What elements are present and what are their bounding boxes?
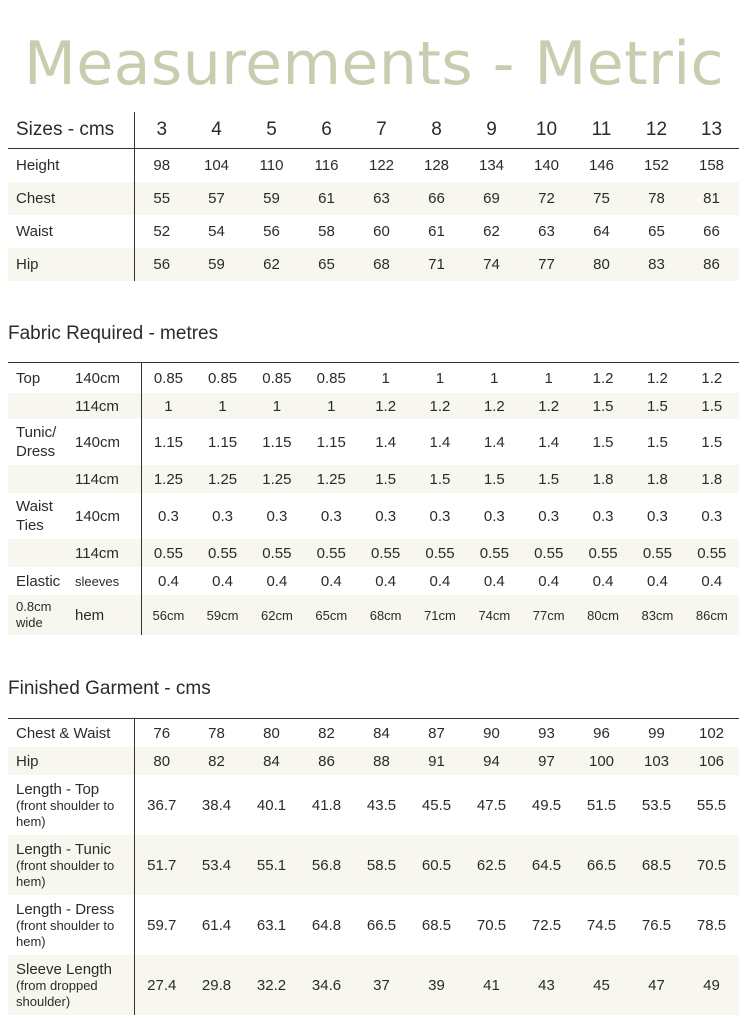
table-cell: 74 (483, 256, 500, 273)
table-cell: 55.1 (256, 856, 287, 874)
table-row (8, 747, 739, 775)
sizes-table (8, 112, 739, 281)
table-cell: 45.5 (421, 796, 452, 814)
size-header-cell: 7 (354, 112, 409, 149)
table-cell: 86cm (695, 607, 728, 623)
table-cell: 52 (153, 223, 171, 240)
table-cell: 1 (327, 397, 336, 415)
table-cell: 70.5 (476, 916, 507, 934)
table-cell: 43 (538, 976, 555, 994)
table-cell: 58 (318, 223, 335, 240)
size-header-cell: 8 (409, 112, 464, 149)
table-cell: 83 (648, 256, 665, 273)
table-cell: 82 (208, 752, 225, 770)
row-label: Chest & Waist (16, 724, 111, 742)
table-cell: 1.2 (592, 369, 614, 387)
table-cell: 61.4 (201, 916, 232, 934)
size-header-cell: 11 (574, 112, 629, 149)
table-cell: 1.5 (592, 397, 614, 415)
row-label: Hip (16, 752, 39, 770)
table-cell: 1.5 (375, 470, 397, 488)
table-cell: 1.5 (429, 470, 451, 488)
table-cell: 68.5 (641, 856, 672, 874)
table-cell: 64 (593, 223, 610, 240)
table-cell: 0.3 (320, 507, 342, 525)
table-cell: 80cm (587, 607, 619, 623)
table-cell: 1.25 (316, 470, 346, 488)
table-row (8, 182, 739, 215)
table-cell: 0.3 (592, 507, 614, 525)
table-cell: 84 (263, 752, 280, 770)
table-cell: 77cm (532, 607, 565, 623)
table-cell: 0.4 (266, 572, 288, 590)
table-cell: 146 (588, 157, 615, 174)
table-cell: 1.15 (262, 433, 292, 451)
table-cell: 1.5 (483, 470, 505, 488)
table-cell: 128 (423, 157, 450, 174)
table-cell: 134 (478, 157, 505, 174)
size-header-cell: 10 (519, 112, 574, 149)
table-cell: 1 (544, 369, 553, 387)
table-cell: 27.4 (147, 976, 177, 994)
table-cell: 55 (153, 190, 171, 207)
table-cell: 110 (259, 157, 284, 174)
table-cell: 0.4 (429, 572, 451, 590)
table-row (8, 493, 739, 539)
table-cell: 104 (203, 157, 230, 174)
table-cell: 76.5 (641, 916, 672, 934)
table-cell: 29.8 (201, 976, 232, 994)
table-cell: 55.5 (696, 796, 727, 814)
table-cell: 60.5 (421, 856, 452, 874)
table-cell: 106 (698, 752, 725, 770)
row-label: Elastic (16, 572, 61, 590)
table-row (8, 567, 739, 595)
table-cell: 0.4 (483, 572, 505, 590)
table-cell: 82 (318, 724, 335, 742)
table-cell: 1.2 (701, 369, 723, 387)
fabric-width: hem (75, 595, 141, 635)
table-cell: 45 (593, 976, 610, 994)
table-cell: 1.5 (701, 433, 723, 451)
table-cell: 158 (698, 157, 725, 174)
table-cell: 51.5 (586, 796, 617, 814)
table-cell: 0.3 (483, 507, 505, 525)
table-cell: 0.4 (320, 572, 342, 590)
table-cell: 0.55 (207, 544, 238, 562)
table-cell: 103 (643, 752, 670, 770)
table-cell: 69 (483, 190, 500, 207)
table-cell: 54 (208, 223, 225, 240)
size-header-cell: 5 (244, 112, 299, 149)
table-cell: 59 (208, 256, 225, 273)
table-cell: 88 (373, 752, 390, 770)
table-cell: 63.1 (256, 916, 287, 934)
table-cell: 37 (373, 976, 390, 994)
table-cell: 80 (153, 752, 171, 770)
table-cell: 0.4 (212, 572, 233, 590)
row-label: Sleeve Length (16, 960, 112, 978)
table-cell: 1.4 (429, 433, 451, 451)
size-header-cell: 12 (629, 112, 684, 149)
table-cell: 56 (153, 256, 171, 273)
table-row (8, 363, 739, 394)
table-row (8, 595, 739, 635)
table-cell: 0.4 (701, 572, 723, 590)
table-cell: 1.2 (483, 397, 505, 415)
table-cell: 78 (648, 190, 665, 207)
table-cell: 49.5 (531, 796, 562, 814)
row-label-cell (8, 895, 134, 955)
row-label: Hip (8, 248, 134, 281)
table-cell: 1 (435, 369, 445, 387)
table-cell: 43.5 (366, 796, 397, 814)
table-cell: 1 (272, 397, 282, 415)
fabric-width: 114cm (75, 539, 141, 567)
table-cell: 1.5 (646, 433, 668, 451)
table-cell: 65 (318, 256, 335, 273)
table-cell: 1.8 (646, 470, 668, 488)
table-cell: 0.3 (158, 507, 179, 525)
table-cell: 0.3 (266, 507, 288, 525)
row-label-cell (8, 955, 134, 1015)
table-cell: 1.5 (592, 433, 614, 451)
table-cell: 1.8 (592, 470, 614, 488)
table-cell: 83cm (641, 607, 674, 623)
size-header-cell: 6 (299, 112, 354, 149)
table-cell: 36.7 (147, 796, 177, 814)
size-header-cell: 13 (684, 112, 739, 149)
table-cell: 0.4 (592, 572, 614, 590)
table-cell: 0.55 (588, 544, 618, 562)
table-cell: 81 (703, 190, 720, 207)
table-cell: 61 (428, 223, 445, 240)
table-cell: 66.5 (366, 916, 397, 934)
row-label: Height (8, 149, 134, 183)
table-cell: 1.4 (375, 433, 397, 451)
table-cell: 70.5 (696, 856, 727, 874)
table-cell: 62.5 (476, 856, 507, 874)
row-label (8, 393, 75, 419)
table-cell: 0.4 (538, 572, 560, 590)
table-cell: 64.8 (311, 916, 342, 934)
table-cell: 63 (373, 190, 390, 207)
table-cell: 90 (483, 724, 500, 742)
table-row (8, 775, 739, 835)
row-sublabel: (front shoulder to hem) (16, 857, 115, 889)
table-cell: 0.55 (371, 544, 401, 562)
fabric-width: sleeves (75, 567, 141, 595)
table-cell: 1 (218, 397, 227, 415)
table-cell: 0.85 (262, 369, 292, 387)
row-label: Tunic/ Dress (16, 424, 57, 460)
table-cell: 72 (538, 190, 555, 207)
row-label: Top (16, 369, 41, 387)
row-label: Chest (8, 182, 134, 215)
table-cell: 65 (648, 223, 665, 240)
table-cell: 49 (703, 976, 720, 994)
table-cell: 77 (538, 256, 555, 273)
table-cell: 1.5 (701, 397, 723, 415)
table-cell: 60 (373, 223, 390, 240)
table-row (8, 539, 739, 567)
row-label: Length - Tunic (16, 840, 112, 858)
table-row (8, 393, 739, 419)
table-cell: 58.5 (366, 856, 397, 874)
table-cell: 72.5 (531, 916, 562, 934)
table-cell: 39 (428, 976, 445, 994)
table-cell: 56.8 (311, 856, 342, 874)
table-cell: 140 (533, 157, 560, 174)
table-cell: 98 (153, 157, 171, 174)
row-label (8, 539, 75, 567)
table-row (8, 465, 739, 493)
table-cell: 1.25 (153, 470, 184, 488)
table-cell: 93 (538, 724, 555, 742)
table-cell: 1.4 (483, 433, 505, 451)
table-cell: 94 (483, 752, 500, 770)
table-cell: 100 (588, 752, 615, 770)
table-cell: 71cm (424, 607, 456, 623)
table-cell: 1.8 (701, 470, 723, 488)
row-label-cell (8, 747, 134, 775)
table-cell: 152 (643, 157, 670, 174)
row-label-cell (8, 719, 134, 748)
fabric-width: 114cm (75, 465, 141, 493)
table-cell: 65cm (315, 607, 348, 623)
table-cell: 0.3 (538, 507, 560, 525)
fabric-width: 140cm (75, 419, 141, 465)
table-cell: 84 (373, 724, 390, 742)
table-cell: 62 (263, 256, 280, 273)
table-cell: 32.2 (256, 976, 287, 994)
table-cell: 0.4 (158, 572, 179, 590)
table-cell: 80 (593, 256, 610, 273)
fabric-width: 140cm (75, 363, 141, 394)
table-cell: 80 (263, 724, 280, 742)
row-label-cell (8, 775, 134, 835)
table-cell: 1.5 (538, 470, 560, 488)
table-cell: 62 (483, 223, 500, 240)
table-cell: 1.15 (207, 433, 238, 451)
table-cell: 0.55 (262, 544, 292, 562)
fabric-table (8, 362, 739, 635)
row-label: Length - Dress (16, 900, 115, 918)
table-cell: 0.85 (207, 369, 238, 387)
table-cell: 56cm (152, 607, 185, 623)
table-row (8, 419, 739, 465)
size-header-cell: 4 (189, 112, 244, 149)
table-cell: 1.2 (646, 369, 668, 387)
table-cell: 1.2 (375, 397, 397, 415)
table-cell: 1 (164, 397, 173, 415)
table-cell: 66.5 (586, 856, 617, 874)
table-cell: 116 (314, 157, 339, 174)
table-cell: 75 (593, 190, 610, 207)
table-cell: 68 (373, 256, 390, 273)
table-cell: 78 (208, 724, 225, 742)
table-cell: 0.55 (316, 544, 346, 562)
table-cell: 102 (698, 724, 725, 742)
table-row (8, 835, 739, 895)
table-cell: 0.85 (153, 369, 184, 387)
table-row (8, 149, 739, 183)
garment-table (8, 718, 739, 1015)
row-sublabel: (front shoulder to hem) (16, 917, 115, 949)
table-cell: 40.1 (256, 796, 287, 814)
table-cell: 51.7 (147, 856, 177, 874)
table-cell: 1 (490, 369, 499, 387)
table-cell: 0.3 (212, 507, 233, 525)
row-label: Waist (8, 215, 134, 248)
row-sublabel: (front shoulder to hem) (16, 797, 115, 829)
row-label: Waist Ties (16, 498, 53, 534)
table-cell: 59.7 (147, 916, 177, 934)
table-cell: 57 (208, 190, 225, 207)
table-row (8, 248, 739, 281)
table-row (8, 719, 739, 748)
table-cell: 0.3 (429, 507, 451, 525)
table-cell: 66 (428, 190, 445, 207)
table-cell: 56 (263, 223, 280, 240)
table-cell: 74cm (478, 607, 511, 623)
table-cell: 71 (428, 256, 445, 273)
garment-heading: Finished Garment - cms (8, 678, 211, 699)
table-cell: 62cm (261, 607, 293, 623)
table-row (8, 215, 739, 248)
table-cell: 34.6 (311, 976, 342, 994)
row-label: Length - Top (16, 780, 100, 798)
table-cell: 91 (428, 752, 445, 770)
table-row (8, 955, 739, 1015)
table-cell: 0.3 (646, 507, 668, 525)
table-cell: 76 (153, 724, 171, 742)
table-cell: 1 (381, 369, 390, 387)
table-cell: 1.2 (429, 397, 451, 415)
table-cell: 0.4 (375, 572, 397, 590)
table-cell: 41.8 (311, 796, 342, 814)
table-cell: 63 (538, 223, 555, 240)
table-cell: 0.85 (316, 369, 346, 387)
table-cell: 47.5 (476, 796, 507, 814)
table-cell: 41 (483, 976, 500, 994)
table-cell: 87 (428, 724, 445, 742)
table-cell: 74.5 (586, 916, 617, 934)
page-title: Measurements - Metric (23, 29, 724, 99)
table-cell: 0.55 (479, 544, 509, 562)
row-sublabel: (from dropped shoulder) (16, 977, 98, 1009)
table-cell: 1.4 (538, 433, 560, 451)
table-cell: 38.4 (201, 796, 232, 814)
table-cell: 122 (368, 157, 395, 174)
size-header-cell: 9 (464, 112, 519, 149)
table-cell: 0.55 (534, 544, 564, 562)
table-cell: 68.5 (421, 916, 452, 934)
table-cell: 96 (593, 724, 610, 742)
table-cell: 53.5 (641, 796, 672, 814)
table-cell: 97 (538, 752, 555, 770)
fabric-width: 114cm (75, 393, 141, 419)
table-cell: 47 (648, 976, 665, 994)
sizes-header-row (8, 112, 739, 149)
table-cell: 86 (318, 752, 335, 770)
table-cell: 1.15 (316, 433, 346, 451)
table-cell: 61 (318, 190, 335, 207)
table-cell: 0.55 (153, 544, 184, 562)
table-cell: 1.5 (646, 397, 668, 415)
fabric-width: 140cm (75, 493, 141, 539)
row-label: 0.8cm wide (16, 599, 52, 630)
table-cell: 1.25 (262, 470, 292, 488)
size-header-cell: 3 (134, 112, 189, 149)
table-cell: 68cm (369, 607, 402, 623)
table-cell: 0.55 (697, 544, 727, 562)
table-cell: 64.5 (531, 856, 562, 874)
table-cell: 66 (703, 223, 720, 240)
table-cell: 86 (703, 256, 720, 273)
table-row (8, 895, 739, 955)
table-cell: 1.25 (207, 470, 238, 488)
fabric-heading: Fabric Required - metres (8, 323, 219, 344)
table-cell: 1.2 (538, 397, 560, 415)
table-cell: 59 (263, 190, 280, 207)
table-cell: 59cm (206, 607, 239, 623)
table-cell: 0.55 (642, 544, 673, 562)
table-cell: 0.4 (646, 572, 668, 590)
table-cell: 0.3 (701, 507, 723, 525)
table-cell: 53.4 (201, 856, 232, 874)
row-label (8, 465, 75, 493)
table-cell: 1.15 (153, 433, 184, 451)
row-label-cell (8, 835, 134, 895)
table-cell: 99 (648, 724, 665, 742)
table-cell: 78.5 (696, 916, 727, 934)
table-cell: 0.55 (425, 544, 455, 562)
table-cell: 0.3 (375, 507, 397, 525)
sizes-header-label: Sizes - cms (8, 112, 134, 149)
